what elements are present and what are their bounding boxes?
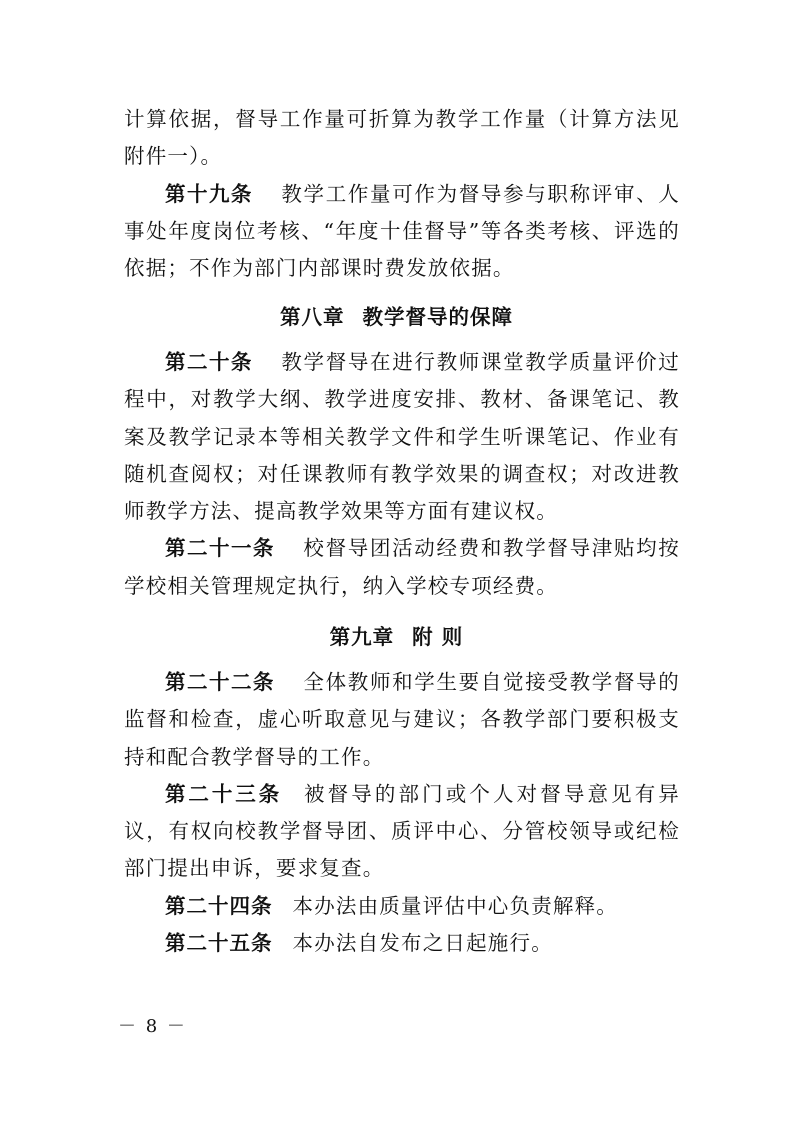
text-block-middle xyxy=(124,344,680,605)
text-block-bottom xyxy=(124,664,680,962)
article-number: 第二十四条 xyxy=(165,893,273,918)
article-number: 第二十二条 xyxy=(165,670,275,694)
article-21 xyxy=(124,530,680,605)
chapter-title: 附 则 xyxy=(412,625,464,649)
page-number: － 8 － xyxy=(118,1016,187,1037)
text-block-top xyxy=(124,101,680,287)
article-text: 全体教师和学生要自觉接受教学督导的监督和检查，虚心听取意见与建议；各教学部门要积极支持和配合教学督导的工作。 xyxy=(124,670,681,769)
article-text: 校督导团活动经费和教学督导津贴均按学校相关管理规定执行，纳入学校专项经费。 xyxy=(124,536,681,598)
article-25 xyxy=(124,925,680,962)
article-text: 本办法由质量评估中心负责解释。 xyxy=(292,893,618,918)
chapter-number: 第九章 xyxy=(329,625,395,649)
article-text: 教学督导在进行教师课堂教学质量评价过程中，对教学大纲、教学进度安排、教材、备课笔记、教案及教学记录本等相关教学文件和学生听课笔记、作业有随机查阅权；对任课教师有教学效果的调查权；对改进教师教学方法、提高教学效果等方面有建议权。 xyxy=(124,350,680,524)
article-24 xyxy=(124,888,680,925)
article-23 xyxy=(124,776,680,888)
article-22 xyxy=(124,664,680,776)
chapter-heading-9 xyxy=(0,622,793,652)
paragraph-text: 计算依据，督导工作量可折算为教学工作量（计算方法见附件一）。 xyxy=(124,107,680,169)
article-text: 本办法自发布之日起施行。 xyxy=(292,931,553,956)
article-number: 第二十三条 xyxy=(165,781,283,806)
article-number: 第二十条 xyxy=(165,350,253,374)
article-19 xyxy=(124,176,680,288)
article-number: 第二十五条 xyxy=(165,931,273,956)
article-20 xyxy=(124,344,680,530)
article-number: 第二十一条 xyxy=(165,536,275,561)
paragraph-continuation xyxy=(124,101,680,176)
article-text: 教学工作量可作为督导参与职称评审、人事处年度岗位考核、“年度十佳督导”等各类考核、评选的依据；不作为部门内部课时费发放依据。 xyxy=(124,181,680,281)
article-text: 被督导的部门或个人对督导意见有异议，有权向校教学督导团、质评中心、分管校领导或纪检部门提出申诉，要求复查。 xyxy=(124,781,681,881)
chapter-heading-8 xyxy=(0,302,793,332)
chapter-title: 教学督导的保障 xyxy=(362,305,513,329)
chapter-number: 第八章 xyxy=(280,305,345,329)
article-number: 第十九条 xyxy=(165,181,253,206)
